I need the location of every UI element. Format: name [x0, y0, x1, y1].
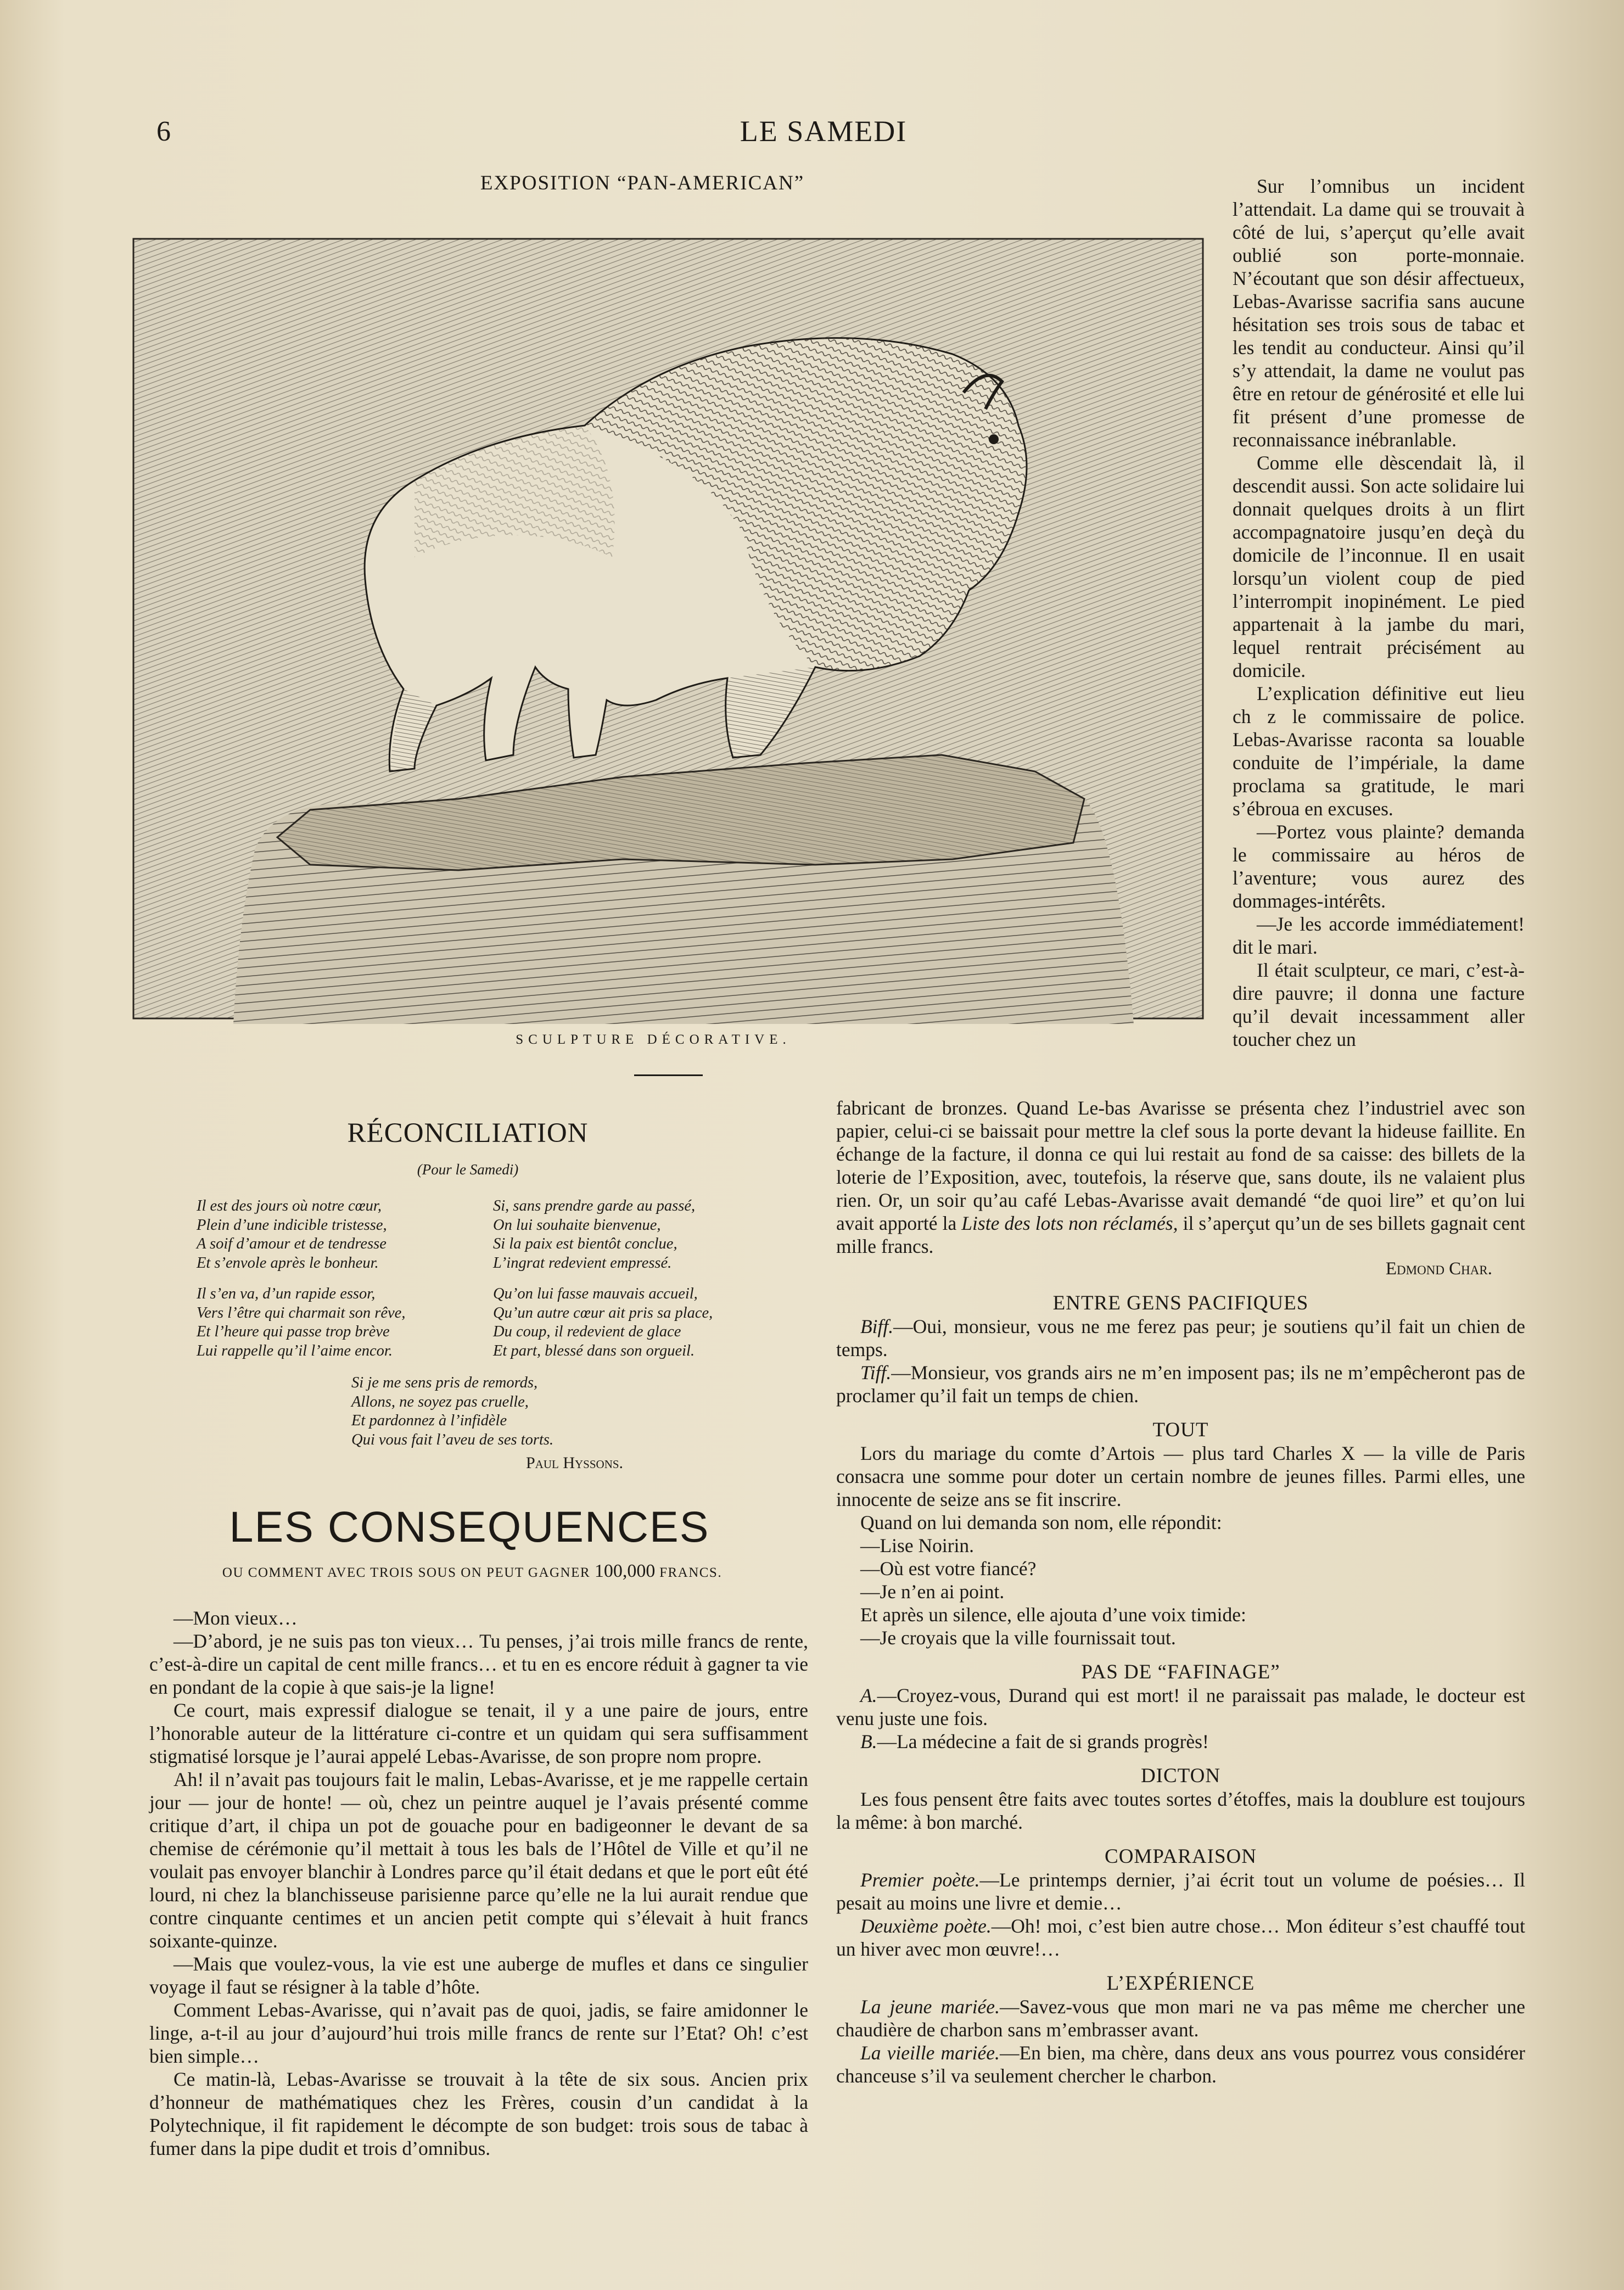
paragraph: —Mon vieux… [173, 1607, 298, 1629]
subtitle-text: OU COMMENT AVEC TROIS SOUS ON PEUT GAGNER [222, 1565, 591, 1580]
line-text: —En bien, ma chère, dans deux ans vous pourrez vous considérer chanceuse s’il va seulement chercher le charbon. [836, 2042, 1526, 2087]
speaker: Premier poète. [860, 1869, 980, 1891]
article-title: LES CONSEQUENCES [229, 1502, 710, 1551]
verse: Plein d’une indicible tristesse, [197, 1216, 387, 1234]
dialogue-line [836, 1315, 1525, 1361]
verse: Vers l’être qui charmait son rêve, [197, 1304, 406, 1322]
article-subtitle [143, 1561, 802, 1582]
poem-title: RÉCONCILIATION [347, 1118, 589, 1149]
paragraph: Sur l’omnibus un incident l’attendait. La dame qui se trouvait à côté de lui, s’aperçut qu’elle avait oublié son porte-monnaie. N’écoutant que son désir affectueux, Lebas-Avarisse sacrifia sans aucune hésitation ses trois sous de tabac et les tendit au conducteur. Ainsi qu’il s’y attendait, la dame ne voulut pas être en retour de générosité et elle lui fit présent d’une promesse de reconnaissance inébranlable. [1233, 175, 1525, 451]
line-text: —Le printemps dernier, j’ai écrit tout un volume de poésies… Il pesait au moins une livre et demie… [836, 1869, 1526, 1914]
verse: Et s’envole après le bonheur. [197, 1254, 379, 1272]
paragraph: Comme elle dèscendait là, il descendit aussi. Son acte solidaire lui donnait quelques droits à un flirt accompagnatoire jusqu’en deçà du domicile de l’inconnue. Il en usait lorsqu’un violent coup de pied l’interrompit inopinément. Le pied appartenait à la jambe du mari, lequel rentrait précisément au domicile. [1233, 452, 1525, 681]
section-title-tout: TOUT [1152, 1419, 1209, 1441]
dialogue-line [836, 1914, 1525, 1961]
continuation-italic: Liste des lots non réclamés, [961, 1212, 1178, 1234]
speaker: La jeune mariée. [860, 1996, 1000, 2018]
poem-stanza-1-left [197, 1197, 482, 1273]
verse: Si la paix est bientôt conclue, [493, 1235, 677, 1252]
paragraph: Comment Lebas-Avarisse, qui n’avait pas de quoi, jadis, se faire amidonner le linge, a-t-il au jour d’aujourd’hui trois mille francs de rente sur l’Etat? Oh! c’est bien simple… [149, 1999, 808, 2067]
poem-stanza-2-right [493, 1285, 779, 1360]
divider-rule [634, 1074, 703, 1076]
continuation-text: fabricant de bronzes. Quand Le-bas Avarisse se présenta chez l’industriel avec son papier, celui-ci se baissait pour mettre la clef sous la porte devant la hideuse faillite. En échange de la facture, il donna ce qui lui restait au fond de sa caisse: des billets de la loterie de l’Exposition, avec, toutefois, la réserve que, sans doute, ils ne valaient plus rien. Or, un soir qu’au café Lebas-Avarisse avait demandé “de quoi lire” et qu’on lui avait apporté la [836, 1097, 1525, 1234]
exposition-title: EXPOSITION “PAN-AMERICAN” [480, 172, 805, 194]
verse: Il s’en va, d’un rapide essor, [197, 1285, 376, 1302]
verse: Et pardonnez à l’infidèle [351, 1412, 507, 1429]
left-column-text [149, 1606, 808, 2160]
poem-stanza-1-right [493, 1197, 779, 1273]
dialogue-line [836, 2041, 1525, 2087]
speaker: La vieille mariée. [860, 2042, 1000, 2064]
paragraph: Et après un silence, elle ajouta d’une voix timide: [860, 1604, 1246, 1626]
paragraph: Ah! il n’avait pas toujours fait le malin, Lebas-Avarisse, et je me rappelle certain jour — jour de honte! — où, chez un peintre auquel je l’avais présenté comme critique d’art, il chipa un pot de gouache pour en badigeonner le devant de sa chemise de cérémonie qu’il mettait à tous les bals de l’Hôtel de Ville et qu’il ne voulait pas envoyer blanchir à Londres parce qu’il était dedans et que le port eût été lourd, ni chez la blanchisseuse parisienne parce qu’elle ne la lui aurait rendue que contre cinquante centimes et un ancien petit compte qui s’élevait à huit francs soixante-quinze. [149, 1768, 808, 1952]
paragraph: —Je n’en ai point. [860, 1581, 1005, 1603]
verse: A soif d’amour et de tendresse [197, 1235, 387, 1252]
poem-subtitle: (Pour le Samedi) [417, 1161, 519, 1178]
illustration-caption: SCULPTURE DÉCORATIVE. [516, 1032, 791, 1047]
article-signature: Edmond Char. [1385, 1259, 1492, 1279]
mid-column [836, 1096, 1525, 2087]
dialogue-line [836, 1730, 1525, 1753]
paragraph: Ce matin-là, Lebas-Avarisse se trouvait à la tête de six sous. Ancien prix d’honneur de mathématiques chez les Frères, cousin d’un candidat à la Polytechnique, il fit rapidement le décompte de son budget: trois sous de tabac à fumer dans la pipe dudit et trois d’omnibus. [149, 2068, 808, 2159]
speaker: A. [860, 1684, 877, 1706]
line-text: —Monsieur, vos grands airs ne m’en imposent pas; ils ne m’empêcheront pas de proclamer qu’il fait un temps de chien. [836, 1362, 1525, 1407]
bison-sculpture-illustration [129, 228, 1205, 1024]
section-title-fafinage: PAS DE “FAFINAGE” [1081, 1661, 1280, 1683]
section-title-experience: L’EXPÉRIENCE [1106, 1972, 1255, 1995]
speaker: Biff. [860, 1315, 894, 1337]
verse: Qu’un autre cœur ait pris sa place, [493, 1304, 713, 1322]
verse: Du coup, il redevient de glace [493, 1323, 681, 1340]
paragraph: Les fous pensent être faits avec toutes sortes d’étoffes, mais la doublure est toujours la même: à bon marché. [836, 1788, 1525, 1833]
verse: Si je me sens pris de remords, [351, 1374, 538, 1391]
dialogue-line [836, 1684, 1525, 1730]
paragraph: —Lise Noirin. [860, 1535, 975, 1556]
publication-title: LE SAMEDI [740, 115, 908, 148]
dialogue-line [836, 1868, 1525, 1914]
verse: Lui rappelle qu’il l’aime encor. [197, 1342, 393, 1359]
poem-stanza-3 [351, 1374, 659, 1449]
section-title-comparaison: COMPARAISON [1105, 1845, 1257, 1868]
verse: Il est des jours où notre cœur, [197, 1197, 382, 1214]
line-text: —Savez-vous que mon mari ne va pas même me chercher une chaudière de charbon sans m’embrasser avant. [836, 1996, 1525, 2041]
speaker: Tiff. [860, 1362, 892, 1384]
verse: Si, sans prendre garde au passé, [493, 1197, 696, 1214]
dialogue-line [836, 1995, 1525, 2041]
paragraph: —Où est votre fiancé? [860, 1558, 1037, 1580]
section-title-dicton: DICTON [1140, 1765, 1221, 1787]
verse: L’ingrat redevient empressé. [493, 1254, 672, 1272]
line-text: —Oh! moi, c’est bien autre chose… Mon éditeur s’est chauffé tout un hiver avec mon œuvre!… [836, 1915, 1525, 1960]
verse: Qu’on lui fasse mauvais accueil, [493, 1285, 698, 1302]
paragraph: —Mais que voulez-vous, la vie est une auberge de mufles et dans ce singulier voyage il faut se résigner à la table d’hôte. [149, 1953, 808, 1998]
paragraph: Il était sculpteur, ce mari, c’est-à-dire pauvre; il donna une facture qu’il devait incessamment aller toucher chez un [1233, 959, 1525, 1050]
speaker: Deuxième poète. [860, 1915, 992, 1937]
right-column-text [1233, 175, 1525, 1051]
line-text: —Oui, monsieur, vous ne me ferez pas peur; je soutiens qu’il fait un chien de temps. [836, 1315, 1525, 1360]
poem-stanza-2-left [197, 1285, 482, 1360]
paragraph: —Portez vous plainte? demanda le commissaire au héros de l’aventure; vous aurez des dommages-intérêts. [1233, 821, 1525, 912]
paragraph: L’explication définitive eut lieu ch z le commissaire de police. Lebas-Avarisse raconta sa louable conduite de l’impériale, la dame proclama sa gratitude, le mari s’ébroua en excuses. [1233, 682, 1525, 820]
verse: Allons, ne soyez pas cruelle, [351, 1393, 529, 1410]
subtitle-text-end: FRANCS. [659, 1565, 723, 1580]
speaker: B. [860, 1731, 877, 1753]
paragraph: Ce court, mais expressif dialogue se tenait, il y a une paire de jours, entre l’honorable auteur de la littérature ci-contre et un quidam qui sera suffisamment stigmatisé lorsque je l’aurai appelé Lebas-Avarisse, de son propre nom propre. [149, 1699, 808, 1767]
line-text: —La médecine a fait de si grands progrès! [877, 1731, 1209, 1753]
verse: Et l’heure qui passe trop brève [197, 1323, 390, 1340]
paragraph: —D’abord, je ne suis pas ton vieux… Tu penses, j’ai trois mille francs de rente, c’est-à-dire un capital de cent mille francs… et tu en es encore réduit à gagner ta vie en pondant de la copie à que sais-je la ligne! [149, 1630, 808, 1698]
paragraph: Lors du mariage du comte d’Artois — plus tard Charles X — la ville de Paris consacra une somme pour doter un certain nombre de jeunes filles. Parmi elles, une innocente de seize ans se fit inscrire. [836, 1442, 1525, 1510]
verse: Qui vous fait l’aveu de ses torts. [351, 1431, 554, 1448]
paragraph: —Je croyais que la ville fournissait tout. [860, 1627, 1176, 1649]
page-number: 6 [156, 116, 171, 147]
continuation-paragraph [836, 1096, 1525, 1258]
poem-signature: Paul Hyssons. [526, 1454, 624, 1472]
paragraph: —Je les accorde immédiatement! dit le mari. [1233, 913, 1525, 958]
subtitle-amount: 100,000 [594, 1561, 656, 1581]
continuation-end: il s’aperçut qu’un de ses billets gagnait cent mille francs. [836, 1212, 1525, 1257]
verse: On lui souhaite bienvenue, [493, 1216, 661, 1234]
line-text: —Croyez-vous, Durand qui est mort! il ne paraissait pas malade, le docteur est venu juste une fois. [836, 1684, 1525, 1729]
paragraph: Quand on lui demanda son nom, elle répondit: [860, 1511, 1222, 1533]
verse: Et part, blessé dans son orgueil. [493, 1342, 695, 1359]
section-title-entre-gens: ENTRE GENS PACIFIQUES [1052, 1292, 1309, 1314]
dialogue-line [836, 1361, 1525, 1407]
